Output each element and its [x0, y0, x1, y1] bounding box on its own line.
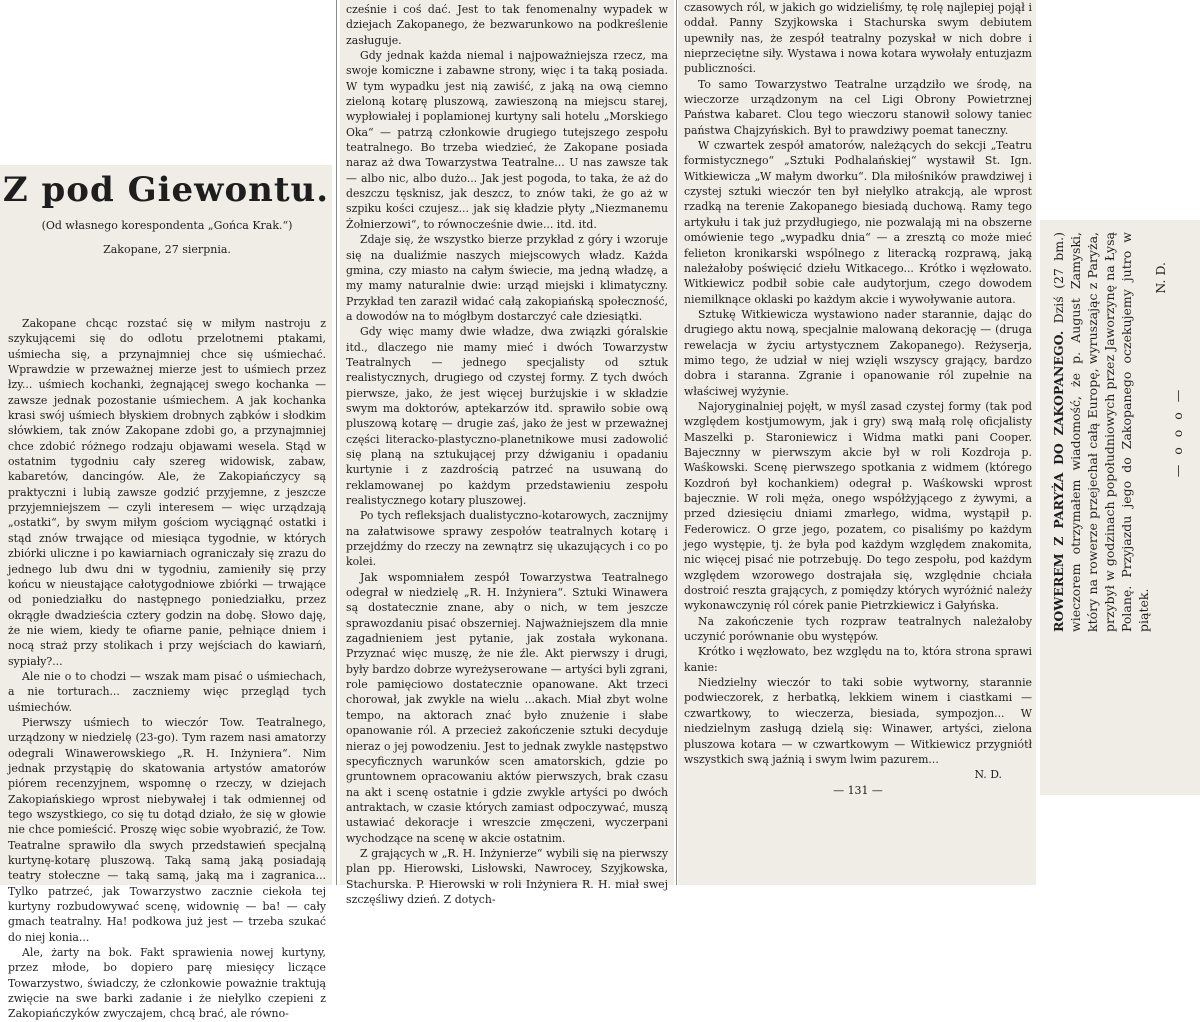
sidebar-body: Dziś (27 bm.) wieczorem otrzymałem wiadomość, że p. August Zamyski, który na rowerze przejechał całą Europę, wyruszając z Paryża, przybył w godzinach popołudniowych przez Jaworzynę na Łysą Polanę. Przyjazdu jego do Zakopanego oczekujemy jutro w piątek.	[1051, 232, 1151, 632]
article-byline: (Od własnego korespondenta „Gońca Krak.“)	[41, 219, 293, 232]
paragraph: Ale nie o to chodzi — wszak mam pisać o uśmiechach, a nie torturach... zaczniemy więc przegląd tych uśmiechów.	[8, 669, 326, 714]
page-number: — 131 —	[833, 783, 883, 797]
sidebar-signature: N. D.	[1153, 262, 1168, 294]
paragraph: Na zakończenie tych rozpraw teatralnych należałoby uczynić porównanie obu występów.	[684, 614, 1032, 644]
sidebar-headline: ROWEREM Z PARYŻA DO ZAKOPANEGO.	[1051, 330, 1066, 632]
sidebar-ornament: — o o o —	[1170, 386, 1185, 478]
sidebar-news-item	[1050, 232, 1190, 632]
column-rule	[676, 0, 677, 885]
article-column-1	[8, 316, 326, 1021]
paragraph: czasowych ról, w jakich go widzieliśmy, tę rolę najlepiej pojął i oddał. Panny Szyjkowska i Stachurska swym debiutem upewniły nas, że zespół teatralny pozyskał w nich dobre i nieprzeciętne siły. Wystawa i nowa kotara wywołały entuzjazm publiczności.	[684, 1, 1032, 76]
paragraph: Pierwszy uśmiech to wieczór Tow. Teatralnego, urządzony w niedzielę (23-go). Tym razem nasi amatorzy odegrali Winawerowskiego „R. H. Inżyniera“. Nim jednak przystąpię do skatowania artystów amatorów piórem recenzyjnem, wspomnę o rzeczy, w dziejach Zakopiańskiego wprost niebywałej i tak odmiennej od tego wszystkiego, co się tu dotąd działo, że się w głowie nie chce pomieścić. Proszę więc sobie wyobrazić, że Tow. Teatralne sprawiło dla swych przedstawień specjalną kurtynę-kotarę pluszową. Taką samą jaką posiadają teatry stołeczne — taką samą, jaką ma i zagranica... Tylko patrzeć, jak Towarzystwo zacznie ciekoła tej kurtyny rozbudowywać scenę, widownię — ba! — cały gmach teatralny. Ha! podkowa już jest — trzeba szukać do niej konia...	[8, 715, 326, 944]
paragraph: To samo Towarzystwo Teatralne urządziło we środę, na wieczorze urządzonym na cel Ligi Obrony Powietrznej Państwa kabaret. Clou tego wieczoru stanowił solowy taniec państwa Chajzyńskich. Był to prawdziwy poemat taneczny.	[684, 77, 1032, 137]
article-title: Z pod Giewontu.	[2, 170, 330, 210]
paragraph: Zakopane chcąc rozstać się w miłym nastroju z szykującemi się do odlotu przelotnemi ptakami, uśmiecha się, a przynajmniej chce się uśmiechać. Wprawdzie w przeważnej mierze jest to uśmiech przez łzy... uśmiech kochanki, żegnającej swego kochanka — zawsze jednak pozostanie uśmiechem. A jak kochanka krasi swój uśmiech błyskiem drobnych ząbków i słodkim słówkiem, tak znów Zakopane zdobi go, a przynajmniej chce zdobić różnego rodzaju objawami wesela. Stąd w ostatnim tygodniu cały szereg widowisk, zabaw, kabaretów, dancingów. Ale, że Zakopiańczycy są praktyczni i lubią zawsze godzić przyjemne, z jeszcze przyjemniejszem — czyli interesem — więc urządzają „ostatki“, by swym miłym gościom wycią̨gnąć ostatki i stąd znów trwające od miesiąca tygodnie, w których zbiórki uliczne i po kawiarniach ograniczały się zrazu do jednego lub dwu dni w tygodniu, zamieniły się przy końcu w nieustające całotygodniowe zbiórki — trwające od poniedziałku do następnego poniedziałku, przez okrągłe dwadzieścia cztery godzin na dobę. Słowo daję, że nie wiem, kiedy te ofiarne panie, pełniące dniem i nocą straż przy stolikach i przy wejściach do kawiarń, sypiały?...	[8, 317, 326, 668]
paragraph: Najoryginalniej pojęłt, w myśl zasad czystej formy (tak pod względem kostjumowym, jak i gry) swą małą rolę oficjalisty Maszelki p. Staroniewicz i Widma matki pani Cooper. Bajecznny w pierwszym akcie był w roli Kozdroja p. Waśkowski. Scenę pierwszego spotkania z widmem (którego Kozdroń był kochankiem) odegrał p. Waśkowski wprost bajecznie. W roli męża, onego współżyjącego z żywymi, a przed dziesięciu dniami zmarłego, widma, wystąpił p. Federowicz. O grze jego, pozatem, co pisaliśmy po każdym jego występie, tj. że była pod każdym względem znakomita, nic więcej pisać nie potrzebuję. Do tego zespołu, pod każdym względem wzorowego dostrajała się, względnie chciała dostroić reszta grających, z pomiędzy których wyróżnić należy wykonawczynię ról córek panie Pietrzkiewicz i Gałyńska.	[684, 399, 1032, 613]
paragraph: Po tych refleksjach dualistyczno-kotarowych, zacznijmy na załatwisowe sprawy zespołów teatralnych kotarę i przejdźmy do rzeczy na zewnątrz się ukazujących i co po kolei.	[346, 509, 668, 569]
paragraph: W czwartek zespół amatorów, należących do sekcji „Teatru formistycznego“ „Sztuki Podhalańskiej“ wystawił St. Ign. Witkiewicza „W małym dworku“. Dla miłośników prawdziwej i czystej sztuki wieczór ten był niełylko atrakcją, ale wprost rzadką na terenie Zakopanego biesiadą duchową. Ramy tego artykułu i tak już przydługiego, nie pozwalają mi na obszerne omówienie tego „wypadku dnia“ — a zresztą co może mieć felieton kronikarski wspólnego z literacką rozprawą, jaką należałoby poświęcić dziełu Witkacego... Krótko i węzłowato. Witkiewicz podbił sobie całe audytorjum, czego dowodem niemilknące oklaski po każdym akcie i wywoływanie autora.	[684, 139, 1032, 306]
article-column-2	[346, 2, 668, 906]
paragraph: Jak wspomniałem zespół Towarzystwa Teatralnego odegrał w niedzielę „R. H. Inżyniera“. Sztuki Winawera są dostatecznie znane, aby o nich, w tem jeszcze sprawozdaniu pisać obszerniej. Najważniejszem dla mnie zagadnieniem jest pytanie, jak została wykonana. Przyznać więc muszę, że nie źle. Akt pierwszy i drugi, były bardzo dobrze wyreżyserowane — artyści byli zgrani, role pamięciowo dostatecznie opanowane. Akt trzeci chorował, jak zwykle na wielu ...akach. Miał zbyt wolne tempo, na aktorach znać było znużenie i słabe opanowanie ról. A przecież zakończenie sztuki decyduje nieraz o jej powodzeniu. Jest to jednak zwykle następstwo specyficznych warunków scen amatorskich, gdzie po gruntownem opracowaniu aktów pierwszych, brak czasu na akt i scenę ostatnie i gdzie zwykle artyści po dwóch antraktach, w czasie których zamiast odpoczywać, muszą ustawiać dekoracje i wreszcie zmęczeni, wyczerpani wychodzące na scenę w akcie ostatnim.	[346, 570, 668, 845]
article-column-3	[684, 0, 1032, 885]
paragraph: Ale, żarty na bok. Fakt sprawienia nowej kurtyny, przez młode, bo dopiero parę miesięcy liczące Towarzystwo, świadczy, że członkowie poważnie traktują zwięcie na swe barki zadanie i że niełylko czepieni z Zakopiańczyków zwyczajem, chcą brać, ale równo-	[8, 946, 326, 1021]
paragraph: Z grających w „R. H. Inżynierze“ wybili się na pierwszy plan pp. Hierowski, Lisłowski, Nawrocey, Szyjkowska, Stachurska. P. Hierowski w roli Inżyniera R. H. miał swej szczęśliwy dzień. Z dotych-	[346, 846, 668, 906]
paragraph: Sztukę Witkiewicza wystawiono nader starannie, dając do drugiego aktu nową, specjalnie malowaną dekorację — (druga rewelacja w życiu artystycznem Zakopanego). Reżyserja, mimo tego, że udział w niej wzięli wszyscy grający, bardzo dobra i staranna. Zgranie i opanowanie ról zupełnie na właściwej wyżynie.	[684, 307, 1032, 398]
paragraph: Krótko i węzłowato, bez względu na to, która strona sprawi kanie:	[684, 645, 1032, 674]
sidebar-rotated-text	[1050, 232, 1186, 632]
paragraph: cześnie i coś dać. Jest to tak fenomenalny wypadek w dziejach Zakopanego, że bezwarunkowo na podkreślenie zasługuje.	[346, 3, 668, 47]
paragraph: Niedzielny wieczór to taki sobie wytworny, starannie podwieczorek, z herbatką, lekkiem winem i ciastkami — czwartkowy, to wieczerza, biesiada, sympozjon... W niedzielnym zasługą dzielą się: Winawer, artyści, zielona pluszowa kotara — w czwartkowym — Witkiewicz przygniótł wszystkich swą jaźnią i swym lwim pazurem...	[684, 676, 1032, 766]
column-rule	[336, 0, 337, 885]
paragraph: Zdaje się, że wszystko bierze przykład z góry i wzoruje się na dualiźmie naszych miejscowych władz. Każda gmina, czy miasto na całym świecie, ma jedną władzę, a my mamy naturalnie dwie: urząd miejski i klimatyczny. Przykład ten zaraził widać całą zakopiańską społeczność, a dowodów na to mógłbym dostarczyć całe dziesiątki.	[346, 233, 668, 323]
paragraph: Gdy jednak każda niemal i najpoważniejsza rzecz, ma swoje komiczne i zabawne strony, więc i ta taką posiada. W tym wypadku jest nią zawiść, z jaką na ową ciemno zieloną kotarę pluszową, zawieszoną na miejscu starej, wypłowiałej i poplamionej kurtyny sali hotelu „Morskiego Oka“ — patrzą członkowie drugiego tutejszego zespołu teatralnego. Bo trzeba wiedzieć, że Zakopane posiada naraz aż dwa Towarzystwa Teatralne... U nas zawsze tak — albo nic, albo dużo... Jak jest pogoda, to taka, że aż do deszczu tęsknisz, jak deszcz, to znów taki, że go aż w szpiku kości czujesz... jak się kładzie płyty „Niezmanemu Żołnierzowi“, to równocześnie dwie... itd. itd.	[346, 49, 668, 231]
article-signature: N. D.	[974, 768, 1002, 782]
article-dateline: Zakopane, 27 sierpnia.	[103, 243, 231, 256]
paragraph: Gdy więc mamy dwie władze, dwa związki góralskie itd., dlaczego nie mamy mieć i dwóch Towarzystw Teatralnych — jednego specjalisty od sztuk realistycznych, drugiego od czystej formy. Z tych dwóch pierwsze, jako, że jest więcej burżujskie i w składzie swym ma doktorów, aptekarzów itd. sprawiło sobie ową pluszową kotarę — drugie zaś, jako że jest w przeważnej części literacko-plastyczno-planetnikowe musi zadowolić się planą na sztukującej przy dźwiganiu i opadaniu kurtynie i z zazdrością patrzeć na usuwaną do reklamowanej po każdym przedstawieniu zespołu realistycznego kotary pluszowej.	[346, 325, 668, 507]
